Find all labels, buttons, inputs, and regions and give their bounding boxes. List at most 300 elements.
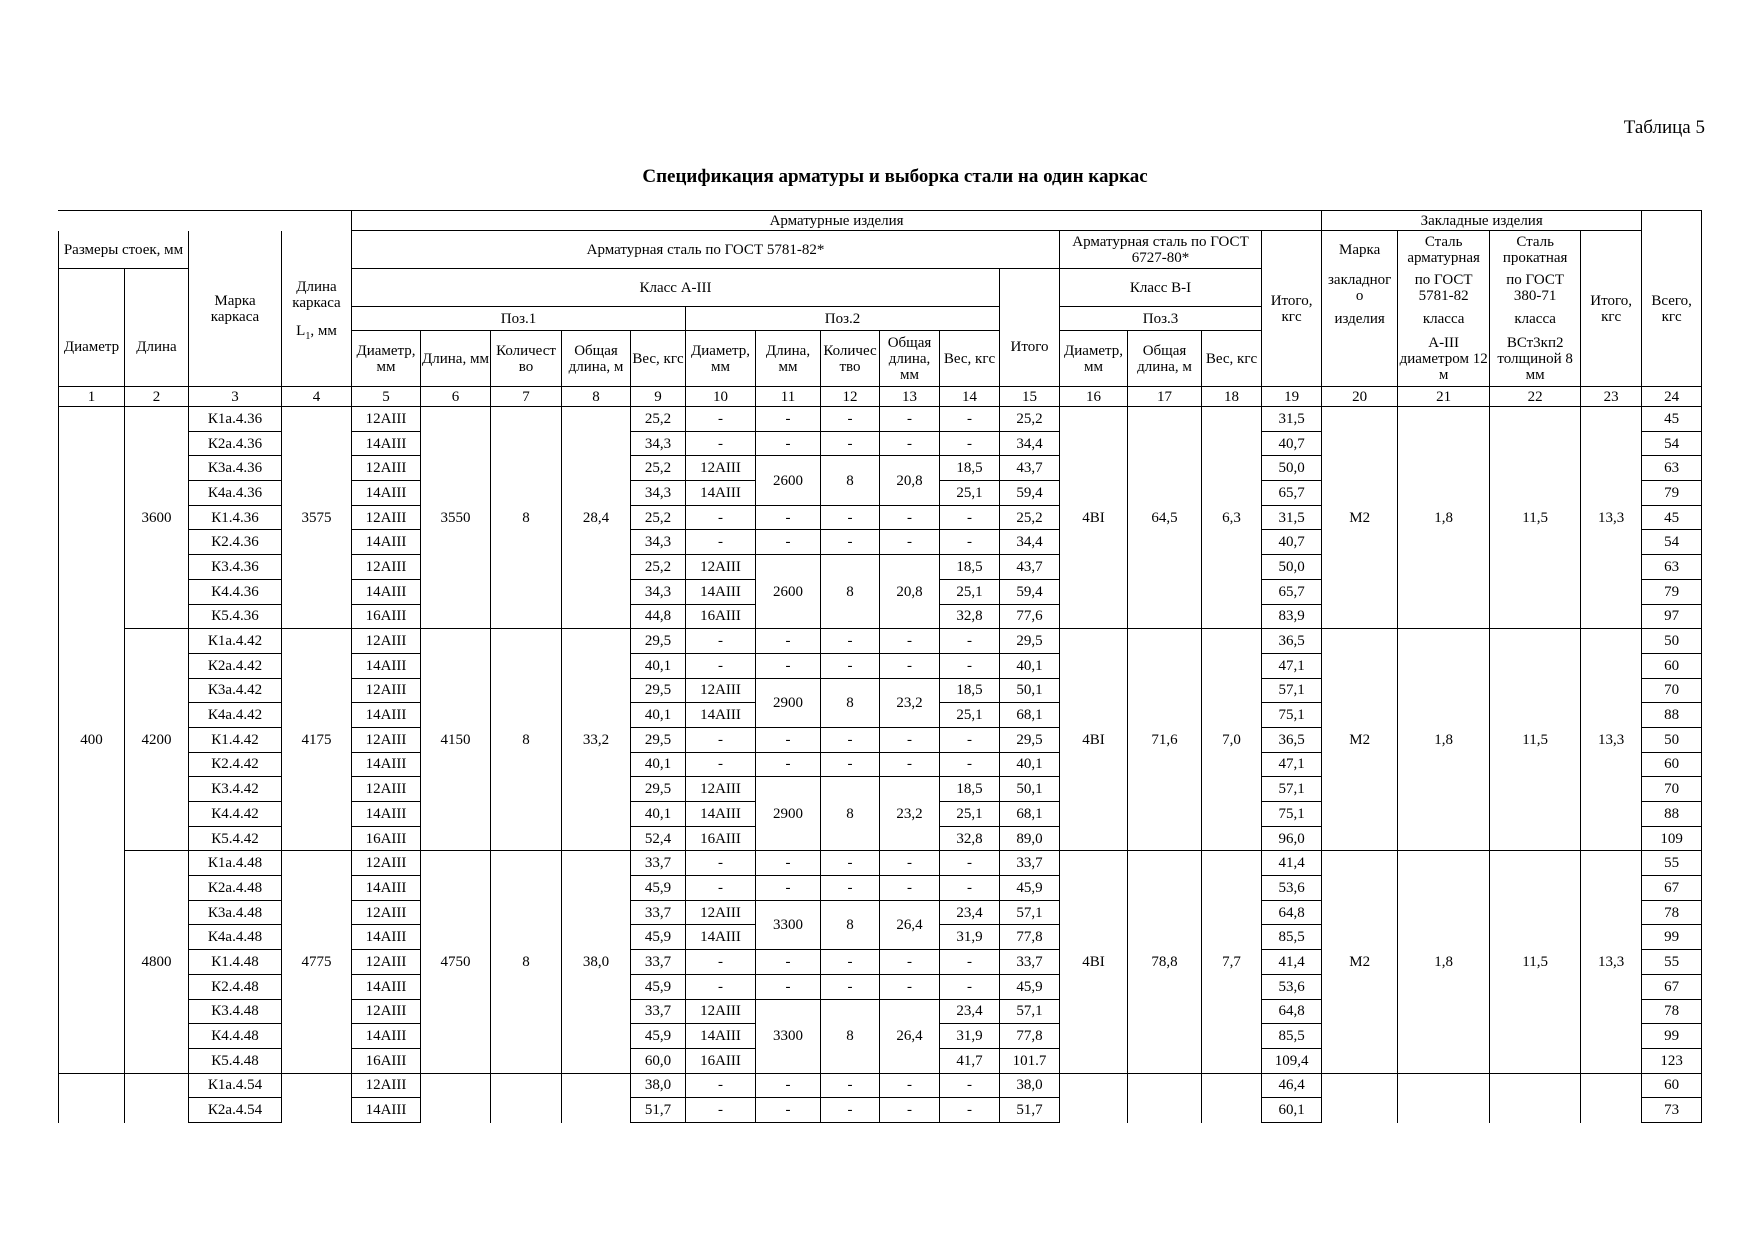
cell-grand-total: 70: [1642, 777, 1702, 802]
cell-pos2-diameter: 14АIII: [686, 579, 756, 604]
cell-frame-mark: К2а.4.48: [189, 876, 282, 901]
cell-total-kgs: 65,7: [1262, 481, 1322, 506]
cell-itogo: 59,4: [1000, 481, 1060, 506]
cell-embed-mark: [1322, 1073, 1398, 1122]
cell-frame-mark: К2.4.36: [189, 530, 282, 555]
cell-pos2-diameter: -: [686, 505, 756, 530]
column-number-19: 19: [1262, 387, 1322, 407]
cell-pos2-weight: -: [940, 851, 1000, 876]
cell-frame-mark: К1.4.48: [189, 950, 282, 975]
cell-pos2-length: 2600: [756, 456, 821, 505]
cell-frame-mark: К5.4.48: [189, 1048, 282, 1073]
cell-pos2-length: -: [756, 407, 821, 432]
cell-pos2-diameter: 12АIII: [686, 456, 756, 481]
cell-pos2-count: 8: [821, 900, 880, 949]
specification-table: [58, 210, 1702, 1123]
cell-pos1-diameter: 12АIII: [352, 505, 421, 530]
header-pos1: Поз.1: [352, 307, 686, 331]
cell-total-kgs: 64,8: [1262, 999, 1322, 1024]
cell-pos2-count: -: [821, 727, 880, 752]
document-title: Спецификация арматуры и выборка стали на один каркас: [642, 166, 1148, 187]
header-col-12: Количес тво: [821, 331, 880, 387]
cell-frame-mark: К1а.4.48: [189, 851, 282, 876]
cell-grand-total: 78: [1642, 900, 1702, 925]
header-col-17: Общая длина, м: [1128, 331, 1202, 387]
cell-itogo: 34,4: [1000, 431, 1060, 456]
table-number: Таблица 5: [1623, 117, 1705, 138]
cell-itogo: 50,1: [1000, 678, 1060, 703]
cell-itogo: 57,1: [1000, 900, 1060, 925]
cell-pos2-total-length: -: [880, 505, 940, 530]
column-number-18: 18: [1202, 387, 1262, 407]
cell-pos2-length: -: [756, 505, 821, 530]
cell-total-kgs: 36,5: [1262, 629, 1322, 654]
cell-pos1-diameter: 12АIII: [352, 950, 421, 975]
cell-length: [125, 1073, 189, 1122]
cell-pos2-diameter: -: [686, 727, 756, 752]
header-steel-rolled-c: класса: [1490, 307, 1581, 331]
cell-pos2-diameter: 12АIII: [686, 900, 756, 925]
cell-pos2-weight: -: [940, 950, 1000, 975]
cell-pos2-diameter: 14АIII: [686, 481, 756, 506]
cell-pos2-length: 3300: [756, 999, 821, 1073]
cell-grand-total: 63: [1642, 456, 1702, 481]
cell-embed-mark: М2: [1322, 851, 1398, 1073]
cell-pos2-total-length: -: [880, 974, 940, 999]
cell-pos2-weight: 32,8: [940, 826, 1000, 851]
cell-pos2-length: -: [756, 974, 821, 999]
cell-pos2-diameter: 12АIII: [686, 999, 756, 1024]
cell-grand-total: 97: [1642, 604, 1702, 629]
cell-pos2-total-length: -: [880, 727, 940, 752]
cell-pos2-diameter: 14АIII: [686, 703, 756, 728]
column-number-1: 1: [59, 387, 125, 407]
cell-grand-total: 79: [1642, 579, 1702, 604]
cell-pos1-total-length: [562, 1073, 631, 1122]
cell-itogo: 51,7: [1000, 1098, 1060, 1123]
cell-pos2-weight: -: [940, 653, 1000, 678]
cell-embed-total: 13,3: [1581, 851, 1642, 1073]
cell-pos1-diameter: 14АIII: [352, 579, 421, 604]
cell-pos1-count: 8: [491, 851, 562, 1073]
cell-pos2-weight: 31,9: [940, 925, 1000, 950]
header-pos2: Поз.2: [686, 307, 1000, 331]
cell-pos2-total-length: 20,8: [880, 555, 940, 629]
cell-itogo: 59,4: [1000, 579, 1060, 604]
column-number-21: 21: [1398, 387, 1490, 407]
cell-frame-mark: К2.4.48: [189, 974, 282, 999]
column-number-14: 14: [940, 387, 1000, 407]
cell-pos2-count: -: [821, 974, 880, 999]
cell-grand-total: 60: [1642, 1073, 1702, 1098]
cell-pos1-diameter: 14АIII: [352, 974, 421, 999]
cell-pos1-diameter: 12АIII: [352, 629, 421, 654]
cell-pos1-weight: 51,7: [631, 1098, 686, 1123]
cell-grand-total: 55: [1642, 950, 1702, 975]
cell-pos3-total-length: 71,6: [1128, 629, 1202, 851]
cell-pos1-weight: 29,5: [631, 777, 686, 802]
cell-diameter: [59, 1073, 125, 1122]
column-numbers-row: [59, 387, 1702, 407]
cell-pos1-diameter: 14АIII: [352, 876, 421, 901]
cell-pos1-weight: 34,3: [631, 579, 686, 604]
cell-pos2-weight: 18,5: [940, 456, 1000, 481]
cell-pos2-length: -: [756, 1098, 821, 1123]
cell-total-kgs: 57,1: [1262, 777, 1322, 802]
cell-total-kgs: 109,4: [1262, 1048, 1322, 1073]
cell-grand-total: 99: [1642, 925, 1702, 950]
cell-frame-mark: К4.4.48: [189, 1024, 282, 1049]
cell-pos1-diameter: 12АIII: [352, 407, 421, 432]
cell-frame-mark: К4.4.36: [189, 579, 282, 604]
cell-total-kgs: 85,5: [1262, 925, 1322, 950]
cell-pos2-length: -: [756, 876, 821, 901]
cell-pos2-count: -: [821, 851, 880, 876]
cell-grand-total: 54: [1642, 530, 1702, 555]
cell-pos2-count: 8: [821, 777, 880, 851]
cell-grand-total: 50: [1642, 629, 1702, 654]
cell-grand-total: 79: [1642, 481, 1702, 506]
cell-total-kgs: 75,1: [1262, 802, 1322, 827]
cell-frame-mark: К3а.4.48: [189, 900, 282, 925]
cell-pos1-diameter: 14АIII: [352, 431, 421, 456]
cell-grand-total: 88: [1642, 703, 1702, 728]
cell-pos3-total-length: 64,5: [1128, 407, 1202, 629]
cell-pos2-count: 8: [821, 999, 880, 1073]
cell-pos3-weight: 7,0: [1202, 629, 1262, 851]
cell-pos2-weight: -: [940, 431, 1000, 456]
cell-pos2-count: -: [821, 505, 880, 530]
cell-pos2-weight: -: [940, 505, 1000, 530]
header-frame-length-text: Длина каркаса: [292, 278, 341, 311]
cell-pos2-diameter: -: [686, 629, 756, 654]
column-number-23: 23: [1581, 387, 1642, 407]
cell-pos2-length: 2900: [756, 777, 821, 851]
cell-total-kgs: 85,5: [1262, 1024, 1322, 1049]
column-number-17: 17: [1128, 387, 1202, 407]
cell-pos2-diameter: -: [686, 950, 756, 975]
cell-pos1-weight: 29,5: [631, 727, 686, 752]
table-row: [59, 629, 1702, 654]
cell-grand-total: 54: [1642, 431, 1702, 456]
column-number-16: 16: [1060, 387, 1128, 407]
cell-pos2-count: 8: [821, 678, 880, 727]
header-embed-mark-c: изделия: [1322, 307, 1398, 331]
cell-pos2-diameter: -: [686, 530, 756, 555]
cell-pos2-weight: 23,4: [940, 999, 1000, 1024]
header-diameter: Диаметр: [59, 269, 125, 387]
cell-embed-total: 13,3: [1581, 407, 1642, 629]
cell-pos2-diameter: 14АIII: [686, 925, 756, 950]
cell-pos1-diameter: 14АIII: [352, 653, 421, 678]
cell-pos1-diameter: 14АIII: [352, 752, 421, 777]
cell-pos2-total-length: -: [880, 752, 940, 777]
cell-grand-total: 60: [1642, 653, 1702, 678]
cell-pos1-weight: 33,7: [631, 851, 686, 876]
cell-pos1-weight: 40,1: [631, 752, 686, 777]
cell-pos2-weight: -: [940, 876, 1000, 901]
cell-pos1-weight: 45,9: [631, 974, 686, 999]
column-number-7: 7: [491, 387, 562, 407]
cell-grand-total: 63: [1642, 555, 1702, 580]
cell-total-kgs: 31,5: [1262, 407, 1322, 432]
cell-frame-mark: К1.4.36: [189, 505, 282, 530]
cell-frame-mark: К3а.4.42: [189, 678, 282, 703]
cell-frame-mark: К4а.4.36: [189, 481, 282, 506]
header-steel-rolled: Сталь прокатная: [1490, 231, 1581, 269]
cell-pos1-weight: 25,2: [631, 456, 686, 481]
cell-pos1-diameter: 14АIII: [352, 1098, 421, 1123]
cell-grand-total: 73: [1642, 1098, 1702, 1123]
cell-total-kgs: 36,5: [1262, 727, 1322, 752]
column-number-6: 6: [421, 387, 491, 407]
cell-pos2-total-length: -: [880, 851, 940, 876]
cell-pos2-length: -: [756, 950, 821, 975]
header-steel-rolled-b: по ГОСТ 380-71: [1490, 269, 1581, 307]
cell-pos1-diameter: 12АIII: [352, 900, 421, 925]
cell-pos2-weight: -: [940, 752, 1000, 777]
cell-grand-total: 55: [1642, 851, 1702, 876]
header-col-14: Вес, кгс: [940, 331, 1000, 387]
cell-pos1-diameter: 12АIII: [352, 456, 421, 481]
cell-itogo: 68,1: [1000, 802, 1060, 827]
header-frame-length-unit: $L_1$, мм: [296, 322, 337, 342]
cell-itogo: 33,7: [1000, 851, 1060, 876]
cell-pos2-total-length: -: [880, 950, 940, 975]
cell-total-kgs: 47,1: [1262, 752, 1322, 777]
cell-grand-total: 78: [1642, 999, 1702, 1024]
cell-pos2-weight: 18,5: [940, 777, 1000, 802]
cell-pos2-length: -: [756, 851, 821, 876]
cell-pos3-total-length: 78,8: [1128, 851, 1202, 1073]
cell-itogo: 50,1: [1000, 777, 1060, 802]
cell-pos1-length: [421, 1073, 491, 1122]
cell-itogo: 77,8: [1000, 1024, 1060, 1049]
cell-pos2-total-length: -: [880, 530, 940, 555]
cell-grand-total: 45: [1642, 505, 1702, 530]
header-col-9: Вес, кгс: [631, 331, 686, 387]
cell-frame-length: 4775: [282, 851, 352, 1073]
cell-total-kgs: 50,0: [1262, 456, 1322, 481]
header-blank: [59, 211, 352, 231]
cell-pos2-total-length: -: [880, 431, 940, 456]
cell-pos2-count: -: [821, 876, 880, 901]
column-number-24: 24: [1642, 387, 1702, 407]
cell-itogo: 68,1: [1000, 703, 1060, 728]
cell-total-kgs: 53,6: [1262, 974, 1322, 999]
cell-pos1-weight: 25,2: [631, 505, 686, 530]
cell-pos2-total-length: -: [880, 629, 940, 654]
cell-pos1-diameter: 12АIII: [352, 777, 421, 802]
cell-pos3-diameter: 4ВI: [1060, 407, 1128, 629]
cell-pos2-length: -: [756, 752, 821, 777]
header-grand-total: Всего, кгс: [1642, 231, 1702, 387]
cell-pos2-weight: 41,7: [940, 1048, 1000, 1073]
cell-pos2-diameter: -: [686, 431, 756, 456]
header-steel-gost-6727: Арматурная сталь по ГОСТ 6727-80*: [1060, 231, 1262, 269]
cell-itogo: 43,7: [1000, 555, 1060, 580]
cell-length: 4800: [125, 851, 189, 1073]
cell-pos2-weight: 23,4: [940, 900, 1000, 925]
cell-pos1-weight: 33,7: [631, 950, 686, 975]
cell-pos2-length: 2600: [756, 555, 821, 629]
cell-pos2-diameter: -: [686, 1098, 756, 1123]
column-number-9: 9: [631, 387, 686, 407]
cell-pos1-count: 8: [491, 407, 562, 629]
cell-pos3-diameter: 4ВI: [1060, 851, 1128, 1073]
cell-total-kgs: 60,1: [1262, 1098, 1322, 1123]
cell-pos1-total-length: 28,4: [562, 407, 631, 629]
cell-pos2-weight: -: [940, 1073, 1000, 1098]
cell-pos2-count: -: [821, 407, 880, 432]
header-steel-rolled-d: ВСт3кп2 толщиной 8 мм: [1490, 331, 1581, 387]
cell-embed-total: 13,3: [1581, 629, 1642, 851]
cell-pos1-weight: 45,9: [631, 1024, 686, 1049]
cell-frame-mark: К3.4.36: [189, 555, 282, 580]
header-col-13: Общая длина, мм: [880, 331, 940, 387]
cell-frame-length: 4175: [282, 629, 352, 851]
header-class-b1: Класс В-I: [1060, 269, 1262, 307]
cell-pos1-total-length: 33,2: [562, 629, 631, 851]
cell-pos2-length: -: [756, 629, 821, 654]
cell-pos1-weight: 25,2: [631, 407, 686, 432]
cell-length: 4200: [125, 629, 189, 851]
column-number-10: 10: [686, 387, 756, 407]
header-rebar-products: Арматурные изделия: [352, 211, 1322, 231]
cell-pos1-weight: 40,1: [631, 802, 686, 827]
cell-pos3-weight: 6,3: [1202, 407, 1262, 629]
column-number-15: 15: [1000, 387, 1060, 407]
cell-frame-mark: К1а.4.36: [189, 407, 282, 432]
cell-pos2-length: 3300: [756, 900, 821, 949]
cell-pos1-diameter: 12АIII: [352, 678, 421, 703]
cell-frame-length: 3575: [282, 407, 352, 629]
cell-diameter: 400: [59, 407, 125, 1074]
header-post-dimensions: Размеры стоек, мм: [59, 231, 189, 269]
header-steel-rebar: Сталь арматурная: [1398, 231, 1490, 269]
header-col-11: Длина, мм: [756, 331, 821, 387]
cell-pos1-weight: 33,7: [631, 999, 686, 1024]
column-number-11: 11: [756, 387, 821, 407]
cell-pos1-weight: 34,3: [631, 431, 686, 456]
cell-pos2-count: -: [821, 1098, 880, 1123]
cell-pos1-diameter: 12АIII: [352, 727, 421, 752]
cell-pos2-total-length: 20,8: [880, 456, 940, 505]
cell-pos2-weight: -: [940, 407, 1000, 432]
header-col-8: Общая длина, м: [562, 331, 631, 387]
cell-pos3-weight: [1202, 1073, 1262, 1122]
cell-pos2-count: -: [821, 950, 880, 975]
cell-pos1-weight: 34,3: [631, 481, 686, 506]
cell-total-kgs: 31,5: [1262, 505, 1322, 530]
cell-pos2-diameter: 12АIII: [686, 678, 756, 703]
cell-pos2-count: -: [821, 752, 880, 777]
cell-frame-mark: К5.4.42: [189, 826, 282, 851]
cell-pos2-weight: 18,5: [940, 678, 1000, 703]
cell-pos2-diameter: 16АIII: [686, 604, 756, 629]
cell-pos1-diameter: 14АIII: [352, 1024, 421, 1049]
header-col-10: Диаметр, мм: [686, 331, 756, 387]
cell-pos2-total-length: -: [880, 1073, 940, 1098]
cell-pos1-weight: 40,1: [631, 653, 686, 678]
cell-embed-rebar: 1,8: [1398, 851, 1490, 1073]
cell-pos2-length: -: [756, 727, 821, 752]
cell-pos1-diameter: 12АIII: [352, 555, 421, 580]
cell-grand-total: 60: [1642, 752, 1702, 777]
cell-itogo: 45,9: [1000, 974, 1060, 999]
cell-total-kgs: 50,0: [1262, 555, 1322, 580]
cell-pos1-diameter: 14АIII: [352, 802, 421, 827]
header-class-a3: Класс А-III: [352, 269, 1000, 307]
cell-pos2-diameter: -: [686, 653, 756, 678]
cell-total-kgs: 53,6: [1262, 876, 1322, 901]
cell-pos1-weight: 60,0: [631, 1048, 686, 1073]
cell-pos1-weight: 40,1: [631, 703, 686, 728]
cell-itogo: 101.7: [1000, 1048, 1060, 1073]
cell-pos1-diameter: 12АIII: [352, 851, 421, 876]
cell-grand-total: 123: [1642, 1048, 1702, 1073]
header-frame-length: [282, 231, 352, 387]
cell-pos2-count: -: [821, 629, 880, 654]
cell-pos1-diameter: 14АIII: [352, 703, 421, 728]
cell-frame-mark: К4.4.42: [189, 802, 282, 827]
cell-total-kgs: 83,9: [1262, 604, 1322, 629]
cell-pos1-diameter: 16АIII: [352, 826, 421, 851]
cell-itogo: 77,8: [1000, 925, 1060, 950]
cell-pos1-count: 8: [491, 629, 562, 851]
header-col-18: Вес, кгс: [1202, 331, 1262, 387]
cell-grand-total: 70: [1642, 678, 1702, 703]
cell-embed-rolled: 11,5: [1490, 407, 1581, 629]
table-row: [59, 851, 1702, 876]
cell-itogo: 25,2: [1000, 407, 1060, 432]
cell-itogo: 45,9: [1000, 876, 1060, 901]
cell-itogo: 40,1: [1000, 653, 1060, 678]
table-row: [59, 1073, 1702, 1098]
cell-pos2-weight: -: [940, 1098, 1000, 1123]
cell-total-kgs: 40,7: [1262, 431, 1322, 456]
cell-pos1-diameter: 12АIII: [352, 999, 421, 1024]
cell-frame-mark: К1а.4.42: [189, 629, 282, 654]
cell-embed-total: [1581, 1073, 1642, 1122]
cell-pos1-weight: 34,3: [631, 530, 686, 555]
cell-total-kgs: 47,1: [1262, 653, 1322, 678]
cell-pos1-weight: 33,7: [631, 900, 686, 925]
cell-pos2-total-length: 26,4: [880, 999, 940, 1073]
cell-pos2-diameter: 14АIII: [686, 802, 756, 827]
cell-itogo: 34,4: [1000, 530, 1060, 555]
header-itogo: Итого: [1000, 269, 1060, 387]
cell-length: 3600: [125, 407, 189, 629]
cell-frame-mark: К3а.4.36: [189, 456, 282, 481]
cell-grand-total: 67: [1642, 974, 1702, 999]
cell-pos2-diameter: -: [686, 876, 756, 901]
cell-itogo: 40,1: [1000, 752, 1060, 777]
header-frame-mark: Марка каркаса: [189, 231, 282, 387]
cell-pos2-weight: 25,1: [940, 579, 1000, 604]
column-number-20: 20: [1322, 387, 1398, 407]
cell-embed-rolled: 11,5: [1490, 629, 1581, 851]
cell-grand-total: 45: [1642, 407, 1702, 432]
cell-frame-mark: К2.4.42: [189, 752, 282, 777]
cell-pos2-weight: -: [940, 974, 1000, 999]
cell-pos2-weight: 25,1: [940, 802, 1000, 827]
cell-pos1-diameter: 16АIII: [352, 1048, 421, 1073]
cell-pos1-weight: 45,9: [631, 925, 686, 950]
cell-embed-rebar: 1,8: [1398, 407, 1490, 629]
cell-pos2-total-length: 23,2: [880, 777, 940, 851]
cell-pos2-diameter: 12АIII: [686, 555, 756, 580]
